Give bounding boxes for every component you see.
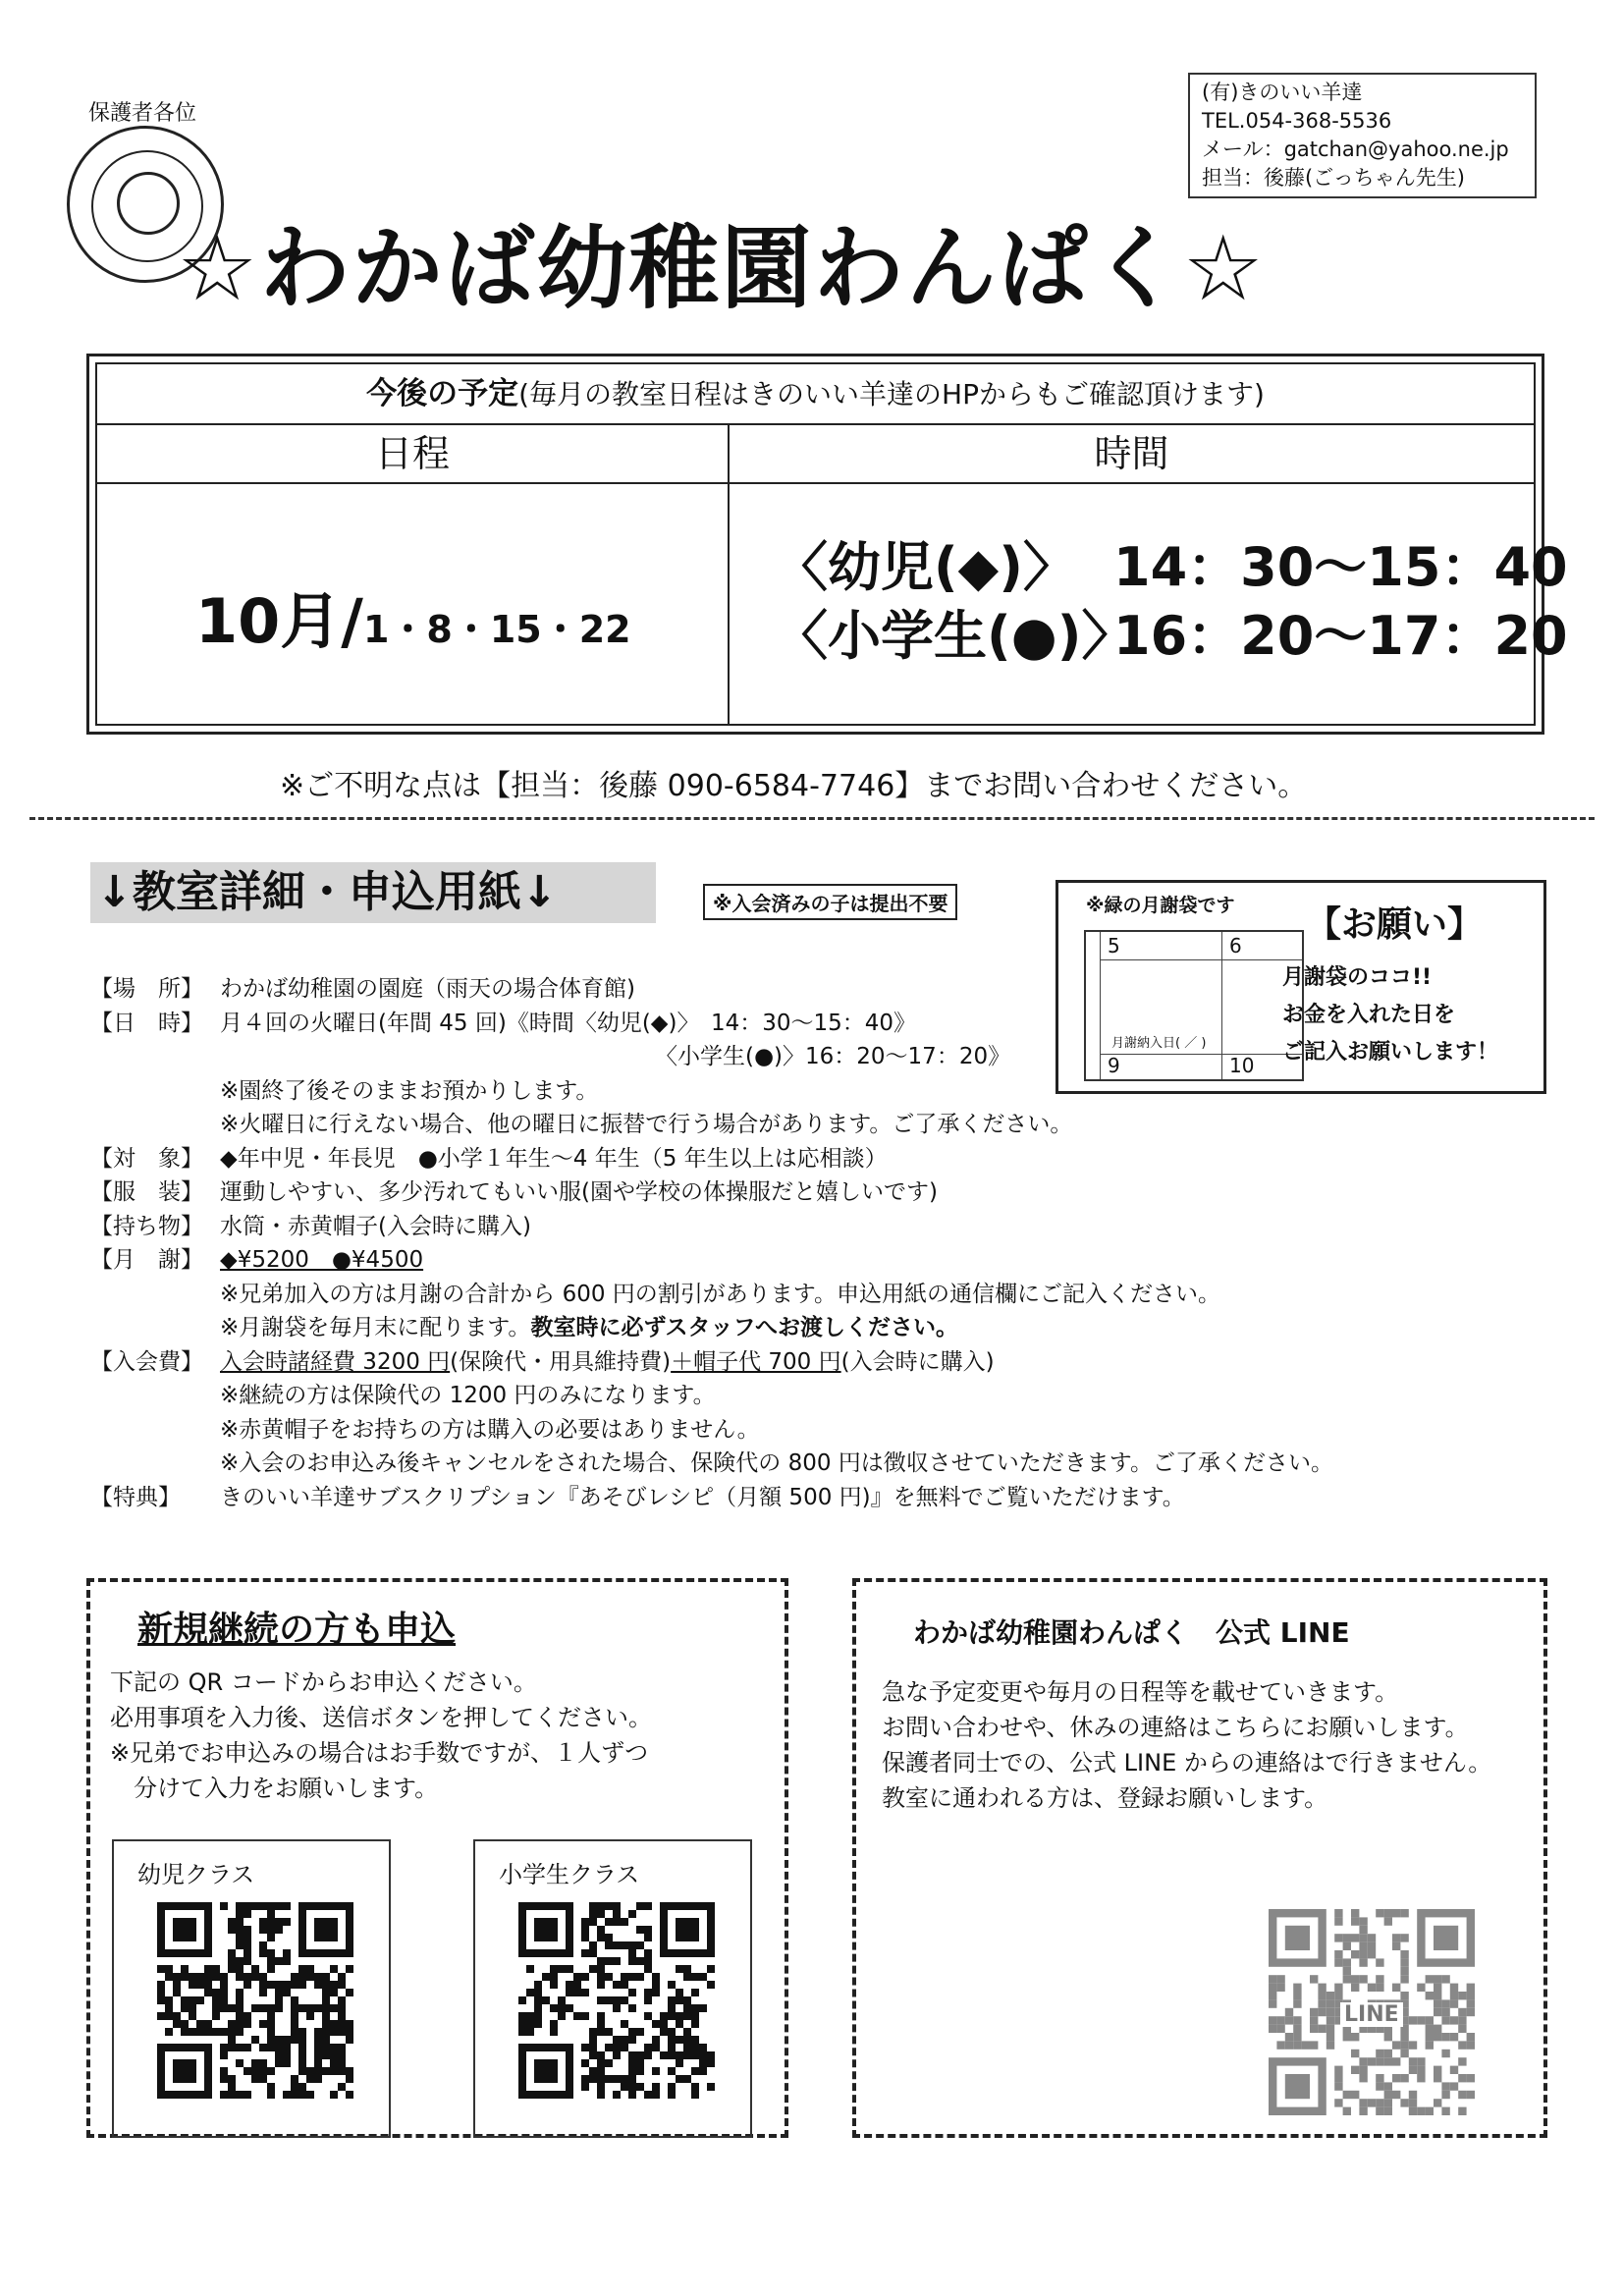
line-text: 保護者同士での、公式 LINE からの連絡はで行きません。 — [882, 1749, 1492, 1777]
detail-note-emphasis: 教室時に必ずスタッフへお渡しください。 — [530, 1315, 959, 1340]
envelope-cell-10: 10 — [1229, 1054, 1255, 1077]
exempt-note: ※入会済みの子は提出不要 — [703, 884, 957, 920]
detail-label: 【持ち物】 — [90, 1213, 203, 1239]
line-qr-caption: LINE — [1340, 2002, 1403, 2027]
detail-note: ※赤黄帽子をお持ちの方は購入の必要はありません。 — [220, 1416, 760, 1443]
hat-fee-note: (入会時に購入) — [840, 1348, 995, 1375]
schedule-times — [775, 533, 1568, 671]
apply-instructions — [110, 1665, 652, 1806]
detail-target: ◆年中児・年長児 ●小学１年生〜4 年生（5 年生以上は応相談） — [220, 1145, 888, 1172]
detail-date: 月４回の火曜日(年間 45 回)《時間〈幼児(◆)〉 14：30〜15：40》 — [220, 1010, 917, 1036]
apply-line: 必用事項を入力後、送信ボタンを押してください。 — [110, 1704, 652, 1731]
detail-label: 【月 謝】 — [90, 1247, 203, 1273]
detail-perk: きのいい羊達サブスクリプション『あそびレシピ（月額 500 円)』を無料でご覧いただけます。 — [220, 1484, 1185, 1510]
column-time: 時間 — [730, 425, 1534, 484]
apply-title: 新規継続の方も申込 — [137, 1610, 457, 1650]
schedule-header — [97, 364, 1534, 425]
line-qr-wrapper — [1269, 1909, 1475, 2119]
cut-line — [29, 817, 1595, 820]
phone-number: TEL.054-368-5536 — [1202, 109, 1392, 133]
class-label: 〈幼児(◆)〉 — [775, 536, 1076, 598]
detail-items: 水筒・赤黄帽子(入会時に購入) — [220, 1213, 531, 1239]
column-divider — [728, 425, 730, 724]
line-box — [852, 1578, 1547, 2138]
envelope-cell-6: 6 — [1229, 934, 1242, 957]
envelope-cell-9: 9 — [1108, 1054, 1120, 1077]
contact-person: 担当：後藤(ごっちゃん先生) — [1202, 166, 1465, 190]
schedule-heading: 今後の予定 — [366, 376, 519, 411]
class-details — [90, 972, 1333, 1514]
line-text: お問い合わせや、休みの連絡はこちらにお願いします。 — [882, 1714, 1469, 1741]
schedule-month: 10月 — [195, 585, 342, 657]
qr-card-infant — [112, 1839, 391, 2138]
envelope-cell-5: 5 — [1108, 934, 1120, 957]
inquiry-note: ※ご不明な点は【担当：後藤 090-6584-7746】までお問い合わせください。 — [280, 769, 1308, 803]
detail-fee: ◆¥5200 ●¥4500 — [220, 1247, 424, 1273]
qr-card-elementary — [473, 1839, 752, 2138]
qr-label-infant: 幼児クラス — [137, 1861, 255, 1888]
request-line: 月謝袋のココ!! — [1282, 965, 1433, 990]
detail-label: 【服 装】 — [90, 1179, 203, 1205]
company-name: (有)きのいい羊達 — [1202, 81, 1363, 104]
detail-label: 【特典】 — [90, 1484, 181, 1510]
class-time: 14：30〜15：40 — [1113, 536, 1568, 598]
qr-code-infant-icon[interactable] — [157, 1902, 353, 2099]
request-title: 【お願い】 — [1306, 904, 1484, 945]
detail-label: 【場 所】 — [90, 976, 203, 1002]
detail-note: ※入会のお申込み後キャンセルをされた場合、保険代の 800 円は徴収させていただきます。ご了承ください。 — [220, 1450, 1333, 1476]
detail-note: ※火曜日に行えない場合、他の曜日に振替で行う場合があります。ご了承ください。 — [220, 1112, 1073, 1137]
contact-box — [1188, 73, 1537, 198]
column-date: 日程 — [97, 425, 728, 484]
line-text: 教室に通われる方は、登録お願いします。 — [882, 1784, 1328, 1812]
detail-place: わかば幼稚園の園庭（雨天の場合体育館) — [220, 976, 635, 1002]
detail-note: ※継続の方は保険代の 1200 円のみになります。 — [220, 1383, 716, 1408]
apply-box — [86, 1578, 788, 2138]
schedule-heading-note: (毎月の教室日程はきのいい羊達のHPからもご確認頂けます) — [518, 378, 1265, 410]
line-description — [882, 1674, 1530, 1816]
email-address: メール：gatchan@yahoo.ne.jp — [1202, 137, 1509, 161]
envelope-date-field: 月謝納入日( ／ ) — [1111, 1036, 1207, 1051]
join-fee-breakdown: (保険代・用具維持費) — [450, 1348, 672, 1375]
schedule-days: 1・8・15・22 — [362, 608, 631, 651]
detail-date-2: 〈小学生(●)〉16：20〜17：20》 — [655, 1044, 1011, 1069]
audience-label: 保護者各位 — [88, 101, 197, 126]
qr-code-elementary-icon[interactable] — [518, 1902, 715, 2099]
qr-label-elementary: 小学生クラス — [499, 1861, 640, 1888]
detail-label: 【対 象】 — [90, 1145, 203, 1172]
join-fee: 入会時諸経費 3200 円 — [220, 1348, 451, 1375]
detail-label: 【日 時】 — [90, 1010, 203, 1036]
detail-clothes: 運動しやすい、多少汚れてもいい服(園や学校の体操服だと嬉しいです) — [220, 1179, 938, 1205]
request-line: お金を入れた日を — [1282, 1003, 1456, 1027]
apply-line: ※兄弟でお申込みの場合はお手数ですが、１人ずつ — [110, 1739, 649, 1767]
schedule-table — [86, 354, 1568, 735]
request-line: ご記入お願いします！ — [1282, 1040, 1499, 1065]
section-title: ↓教室詳細・申込用紙↓ — [90, 862, 656, 923]
detail-note: ※月謝袋を毎月末に配ります。 — [220, 1315, 531, 1340]
detail-label: 【入会費】 — [90, 1348, 203, 1375]
apply-line: 分けて入力をお願いします。 — [110, 1775, 439, 1802]
class-label: 〈小学生(●)〉 — [775, 605, 1135, 667]
detail-note: ※兄弟加入の方は月謝の合計から 600 円の割引があります。申込用紙の通信欄にご記入ください。 — [220, 1281, 1220, 1307]
schedule-dates: 10月/1・8・15・22 — [195, 585, 631, 657]
page-title: ☆わかば幼稚園わんぱく☆ — [177, 216, 1266, 321]
apply-line: 下記の QR コードからお申込ください。 — [110, 1668, 537, 1696]
schedule-row-infant — [775, 533, 1568, 602]
line-title: わかば幼稚園わんぱく 公式 LINE — [913, 1616, 1350, 1649]
hat-fee: ＋帽子代 700 円 — [671, 1348, 841, 1375]
detail-note: ※園終了後そのままお預かりします。 — [220, 1077, 599, 1104]
class-time: 16：20〜17：20 — [1113, 605, 1568, 667]
line-text: 急な予定変更や毎月の日程等を載せていきます。 — [882, 1678, 1399, 1706]
schedule-row-elementary — [775, 602, 1568, 671]
logo-face-icon — [117, 172, 180, 235]
request-caption: ※緑の月謝袋です — [1086, 895, 1235, 916]
